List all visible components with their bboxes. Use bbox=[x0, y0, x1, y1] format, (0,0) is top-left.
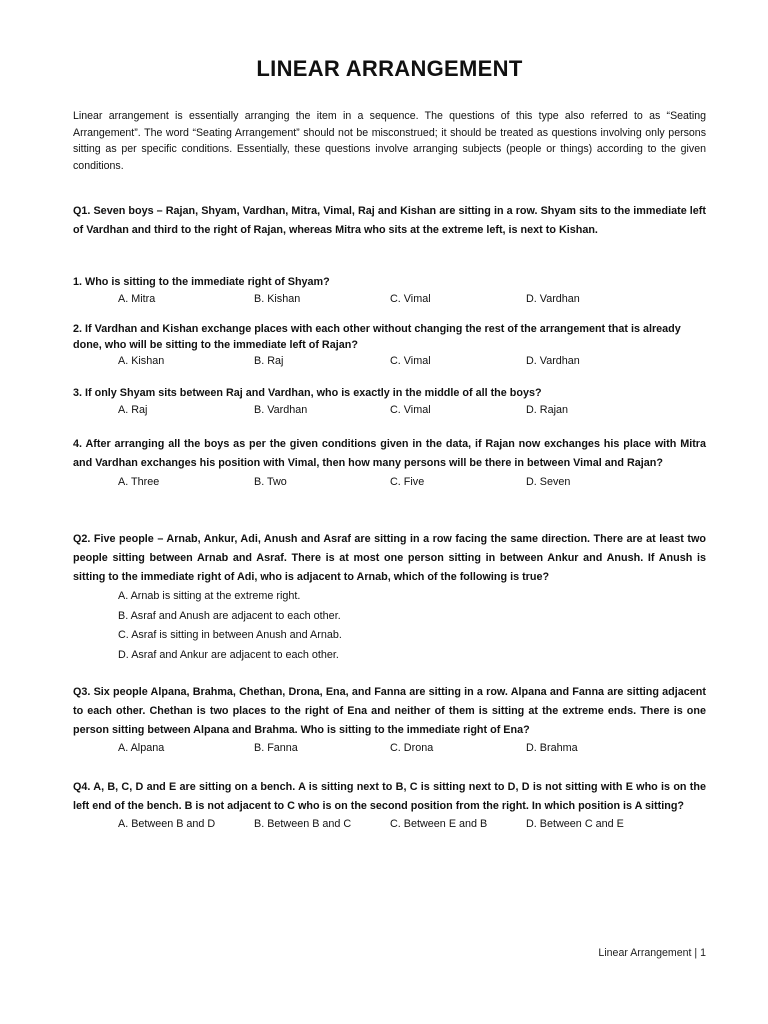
option: C. Between E and B bbox=[390, 818, 488, 830]
option: C. Vimal bbox=[390, 403, 431, 416]
option: C. Drona bbox=[390, 742, 434, 754]
option: A. Raj bbox=[118, 403, 148, 416]
question-text: Q2. Five people – Arnab, Ankur, Adi, Anush and Asraf are sitting in a row facing the same direction. There are at least two people sitting between Arnab and Asraf. There is at most one person sitting in between Ankur and Anush. If Anush is sitting to the immediate right of Adi, who is adjacent to Arnab, which of the following is true? bbox=[73, 533, 706, 583]
page-footer: Linear Arrangement | 1 bbox=[598, 947, 706, 959]
options-row bbox=[118, 291, 706, 307]
option: A. Three bbox=[118, 476, 160, 488]
options-row bbox=[118, 474, 706, 490]
option: D. Vardhan bbox=[526, 292, 580, 305]
sub-question-4 bbox=[73, 435, 706, 490]
option: D. Vardhan bbox=[526, 355, 580, 367]
option: B. Vardhan bbox=[254, 403, 308, 416]
sub-question-1 bbox=[73, 275, 706, 307]
page-title: LINEAR ARRANGEMENT bbox=[256, 56, 523, 81]
option: C. Five bbox=[390, 476, 425, 488]
sub-question-2 bbox=[73, 322, 706, 369]
option: A. Kishan bbox=[118, 355, 165, 367]
question-text: Q3. Six people Alpana, Brahma, Chethan, Drona, Ena, and Fanna are sitting in a row. Alpana and Fanna are sitting adjacent to each other. Chethan is two places to the right of Ena and neither of them is sitting at the extreme ends. There is one person sitting between Alpana and Brahma. Who is sitting to the immediate right of Ena? bbox=[73, 686, 706, 736]
question-3 bbox=[73, 683, 706, 756]
sub-question-text: 1. Who is sitting to the immediate right of Shyam? bbox=[73, 276, 330, 288]
option: A. Mitra bbox=[118, 292, 156, 305]
option: D. Rajan bbox=[526, 403, 569, 416]
option: B. Raj bbox=[254, 355, 284, 367]
options-list bbox=[118, 587, 706, 665]
question-2 bbox=[73, 530, 706, 665]
question-text: Q4. A, B, C, D and E are sitting on a bench. A is sitting next to B, C is sitting next to D, D is not sitting with E who is on the left end of the bench. B is not adjacent to C who is on the second position from the right. In which position is A sitting? bbox=[73, 781, 706, 812]
option: A. Arnab is sitting at the extreme right. bbox=[118, 590, 301, 602]
option: C. Asraf is sitting in between Anush and Arnab. bbox=[118, 629, 342, 641]
sub-question-text: 2. If Vardhan and Kishan exchange places with each other without changing the rest of the arrangement that is already done, who will be sitting to the immediate left of Rajan? bbox=[73, 323, 681, 351]
options-row bbox=[118, 816, 706, 832]
option: A. Between B and D bbox=[118, 818, 216, 830]
option: B. Kishan bbox=[254, 292, 301, 305]
options-row bbox=[118, 353, 706, 369]
option: D. Brahma bbox=[526, 742, 578, 754]
option: D. Seven bbox=[526, 476, 571, 488]
option: C. Vimal bbox=[390, 355, 431, 367]
options-row bbox=[118, 402, 706, 418]
question-1 bbox=[73, 202, 706, 240]
question-4 bbox=[73, 778, 706, 832]
option: D. Asraf and Ankur are adjacent to each other. bbox=[118, 648, 339, 661]
option: B. Between B and C bbox=[254, 818, 352, 830]
option: B. Two bbox=[254, 476, 287, 488]
question-text: Q1. Seven boys – Rajan, Shyam, Vardhan, Mitra, Vimal, Raj and Kishan are sitting in a row. Shyam sits to the immediate left of Vardhan and third to the right of Rajan, whereas Mitra who sits at the extreme left, is next to Kishan. bbox=[73, 205, 706, 236]
sub-question-text: 4. After arranging all the boys as per the given conditions given in the data, if Rajan now exchanges his place with Mitra and Vardhan exchanges his position with Vimal, then how many persons will be there in between Vimal and Rajan? bbox=[73, 438, 706, 469]
option: B. Asraf and Anush are adjacent to each other. bbox=[118, 609, 341, 622]
option: C. Vimal bbox=[390, 292, 431, 305]
sub-question-text: 3. If only Shyam sits between Raj and Vardhan, who is exactly in the middle of all the boys? bbox=[73, 387, 542, 399]
sub-question-3 bbox=[73, 386, 706, 418]
intro-paragraph: Linear arrangement is essentially arranging the item in a sequence. The questions of this type also referred to as “Seating Arrangement”. The word “Seating Arrangement” should not be misconstrued; it should be treated as questions involving only persons sitting as per specific conditions. Essentially, these questions involve arranging subjects (people or things) according to the given conditions. bbox=[73, 110, 706, 172]
option: B. Fanna bbox=[254, 742, 298, 754]
option: D. Between C and E bbox=[526, 818, 624, 830]
options-row bbox=[118, 740, 706, 756]
option: A. Alpana bbox=[118, 742, 165, 754]
